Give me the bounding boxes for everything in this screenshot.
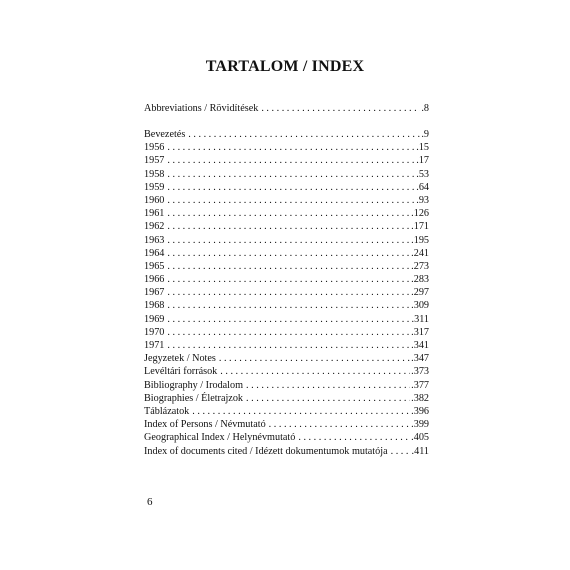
toc-leader-dots xyxy=(167,181,415,194)
toc-entry-label: 1970 xyxy=(144,326,165,338)
toc-entry-page: .9 xyxy=(421,129,429,140)
toc-leader-dots xyxy=(167,247,410,260)
page-number: 6 xyxy=(147,496,153,508)
toc-entry xyxy=(144,365,429,378)
toc-leader-dots xyxy=(298,431,410,444)
toc-entry xyxy=(144,141,429,154)
toc-entry-label: Levéltári források xyxy=(144,366,218,378)
toc-entry-label: 1959 xyxy=(144,181,165,193)
toc-entry xyxy=(144,431,429,444)
toc-entry-label: 1960 xyxy=(144,194,165,206)
toc-entry xyxy=(144,168,429,181)
toc-entry-label: Táblázatok xyxy=(144,405,190,417)
toc-leader-dots xyxy=(167,141,415,154)
toc-entry xyxy=(144,286,429,299)
toc-list-front xyxy=(144,102,429,115)
toc-leader-dots xyxy=(246,379,410,392)
toc-entry xyxy=(144,379,429,392)
page-title: TARTALOM / INDEX xyxy=(205,58,365,75)
toc-entry xyxy=(144,445,429,458)
toc-entry-page: .297 xyxy=(411,287,429,299)
toc-entry-page: .311 xyxy=(411,313,429,325)
toc-entry-label: Bibliography / Irodalom xyxy=(144,379,244,391)
toc-entry-label: 1962 xyxy=(144,221,165,233)
toc-entry-label: 1968 xyxy=(144,300,165,312)
toc-entry-page: .283 xyxy=(411,274,429,286)
toc-entry xyxy=(144,339,429,352)
toc-entry xyxy=(144,313,429,326)
toc-leader-dots xyxy=(167,273,410,286)
toc-leader-dots xyxy=(391,445,411,458)
toc-entry-label: 1967 xyxy=(144,287,165,299)
toc-entry-page: .93 xyxy=(416,194,429,206)
toc-entry xyxy=(144,194,429,207)
toc-entry-label: 1964 xyxy=(144,247,165,259)
toc-entry-label: 1966 xyxy=(144,274,165,286)
toc-leader-dots xyxy=(219,352,410,365)
toc-entry-page: .195 xyxy=(411,234,429,246)
toc-entry xyxy=(144,128,429,141)
toc-entry-page: .396 xyxy=(411,405,429,417)
toc-entry-label: 1965 xyxy=(144,260,165,272)
toc-entry-label: Bevezetés xyxy=(144,129,186,140)
toc-leader-dots xyxy=(188,128,420,141)
toc-leader-dots xyxy=(167,168,415,181)
toc-entry-page: .126 xyxy=(411,208,429,220)
toc-entry xyxy=(144,418,429,431)
toc-entry-page: .347 xyxy=(411,353,429,365)
toc-entry xyxy=(144,220,429,233)
toc-entry xyxy=(144,352,429,365)
toc-entry xyxy=(144,102,429,115)
toc-entry xyxy=(144,234,429,247)
toc-entry-page: .273 xyxy=(411,260,429,272)
toc-entry-label: 1971 xyxy=(144,340,165,351)
toc-leader-dots xyxy=(167,299,410,312)
toc-entry-label: 1958 xyxy=(144,168,165,180)
toc-leader-dots xyxy=(167,326,410,339)
toc-leader-dots xyxy=(220,365,410,378)
toc-leader-dots xyxy=(167,207,410,220)
toc-leader-dots xyxy=(167,339,410,352)
toc-entry-page: .309 xyxy=(411,300,429,312)
toc-entry-label: Jegyzetek / Notes xyxy=(144,353,216,365)
toc-entry-page: .171 xyxy=(411,221,429,233)
toc-entry-page: .382 xyxy=(411,392,429,404)
toc-entry xyxy=(144,273,429,286)
toc-list-main xyxy=(144,128,429,458)
toc-entry-page: .53 xyxy=(416,168,429,180)
toc-leader-dots xyxy=(269,418,411,431)
toc-entry-label: 1961 xyxy=(144,208,165,220)
toc-entry xyxy=(144,154,429,167)
toc-entry-page: .399 xyxy=(411,419,429,431)
toc-leader-dots xyxy=(192,405,410,418)
toc-entry-page: .377 xyxy=(411,379,429,391)
toc-entry-label: Biographies / Életrajzok xyxy=(144,392,244,404)
toc-leader-dots xyxy=(167,260,410,273)
toc-leader-dots xyxy=(167,286,410,299)
toc-entry-label: 1963 xyxy=(144,234,165,246)
toc-entry xyxy=(144,207,429,220)
toc-entry-page: .373 xyxy=(411,366,429,378)
toc-entry xyxy=(144,299,429,312)
toc-entry-page: .15 xyxy=(416,142,429,154)
toc-entry-label: 1956 xyxy=(144,142,165,154)
toc-leader-dots xyxy=(167,220,410,233)
toc-entry-label: Index of Persons / Névmutató xyxy=(144,419,266,431)
toc-entry-label: Index of documents cited / Idézett dokumentumok mutatója xyxy=(144,445,388,457)
toc-entry xyxy=(144,405,429,418)
toc-entry-page: .17 xyxy=(416,155,429,167)
toc-entry-page: .405 xyxy=(411,432,429,444)
toc-entry-label: 1957 xyxy=(144,155,165,167)
toc-leader-dots xyxy=(167,194,415,207)
toc-entry xyxy=(144,260,429,273)
toc-entry-page: .411 xyxy=(411,445,429,457)
toc-entry xyxy=(144,326,429,339)
toc-entry-page: .241 xyxy=(411,247,429,259)
toc-leader-dots xyxy=(167,313,410,326)
toc-entry xyxy=(144,392,429,405)
toc-leader-dots xyxy=(246,392,410,405)
toc-entry xyxy=(144,181,429,194)
toc-entry xyxy=(144,247,429,260)
toc-leader-dots xyxy=(167,234,410,247)
toc-entry-page: .341 xyxy=(411,340,429,351)
toc-entry-page: .317 xyxy=(411,326,429,338)
toc-entry-page: .64 xyxy=(416,181,429,193)
toc-entry-page: .8 xyxy=(421,103,429,114)
toc-leader-dots xyxy=(261,102,420,115)
toc-entry-label: Abbreviations / Rövidítések xyxy=(144,103,259,114)
toc-leader-dots xyxy=(167,154,415,167)
toc-entry-label: 1969 xyxy=(144,313,165,325)
toc-entry-label: Geographical Index / Helynévmutató xyxy=(144,432,296,444)
